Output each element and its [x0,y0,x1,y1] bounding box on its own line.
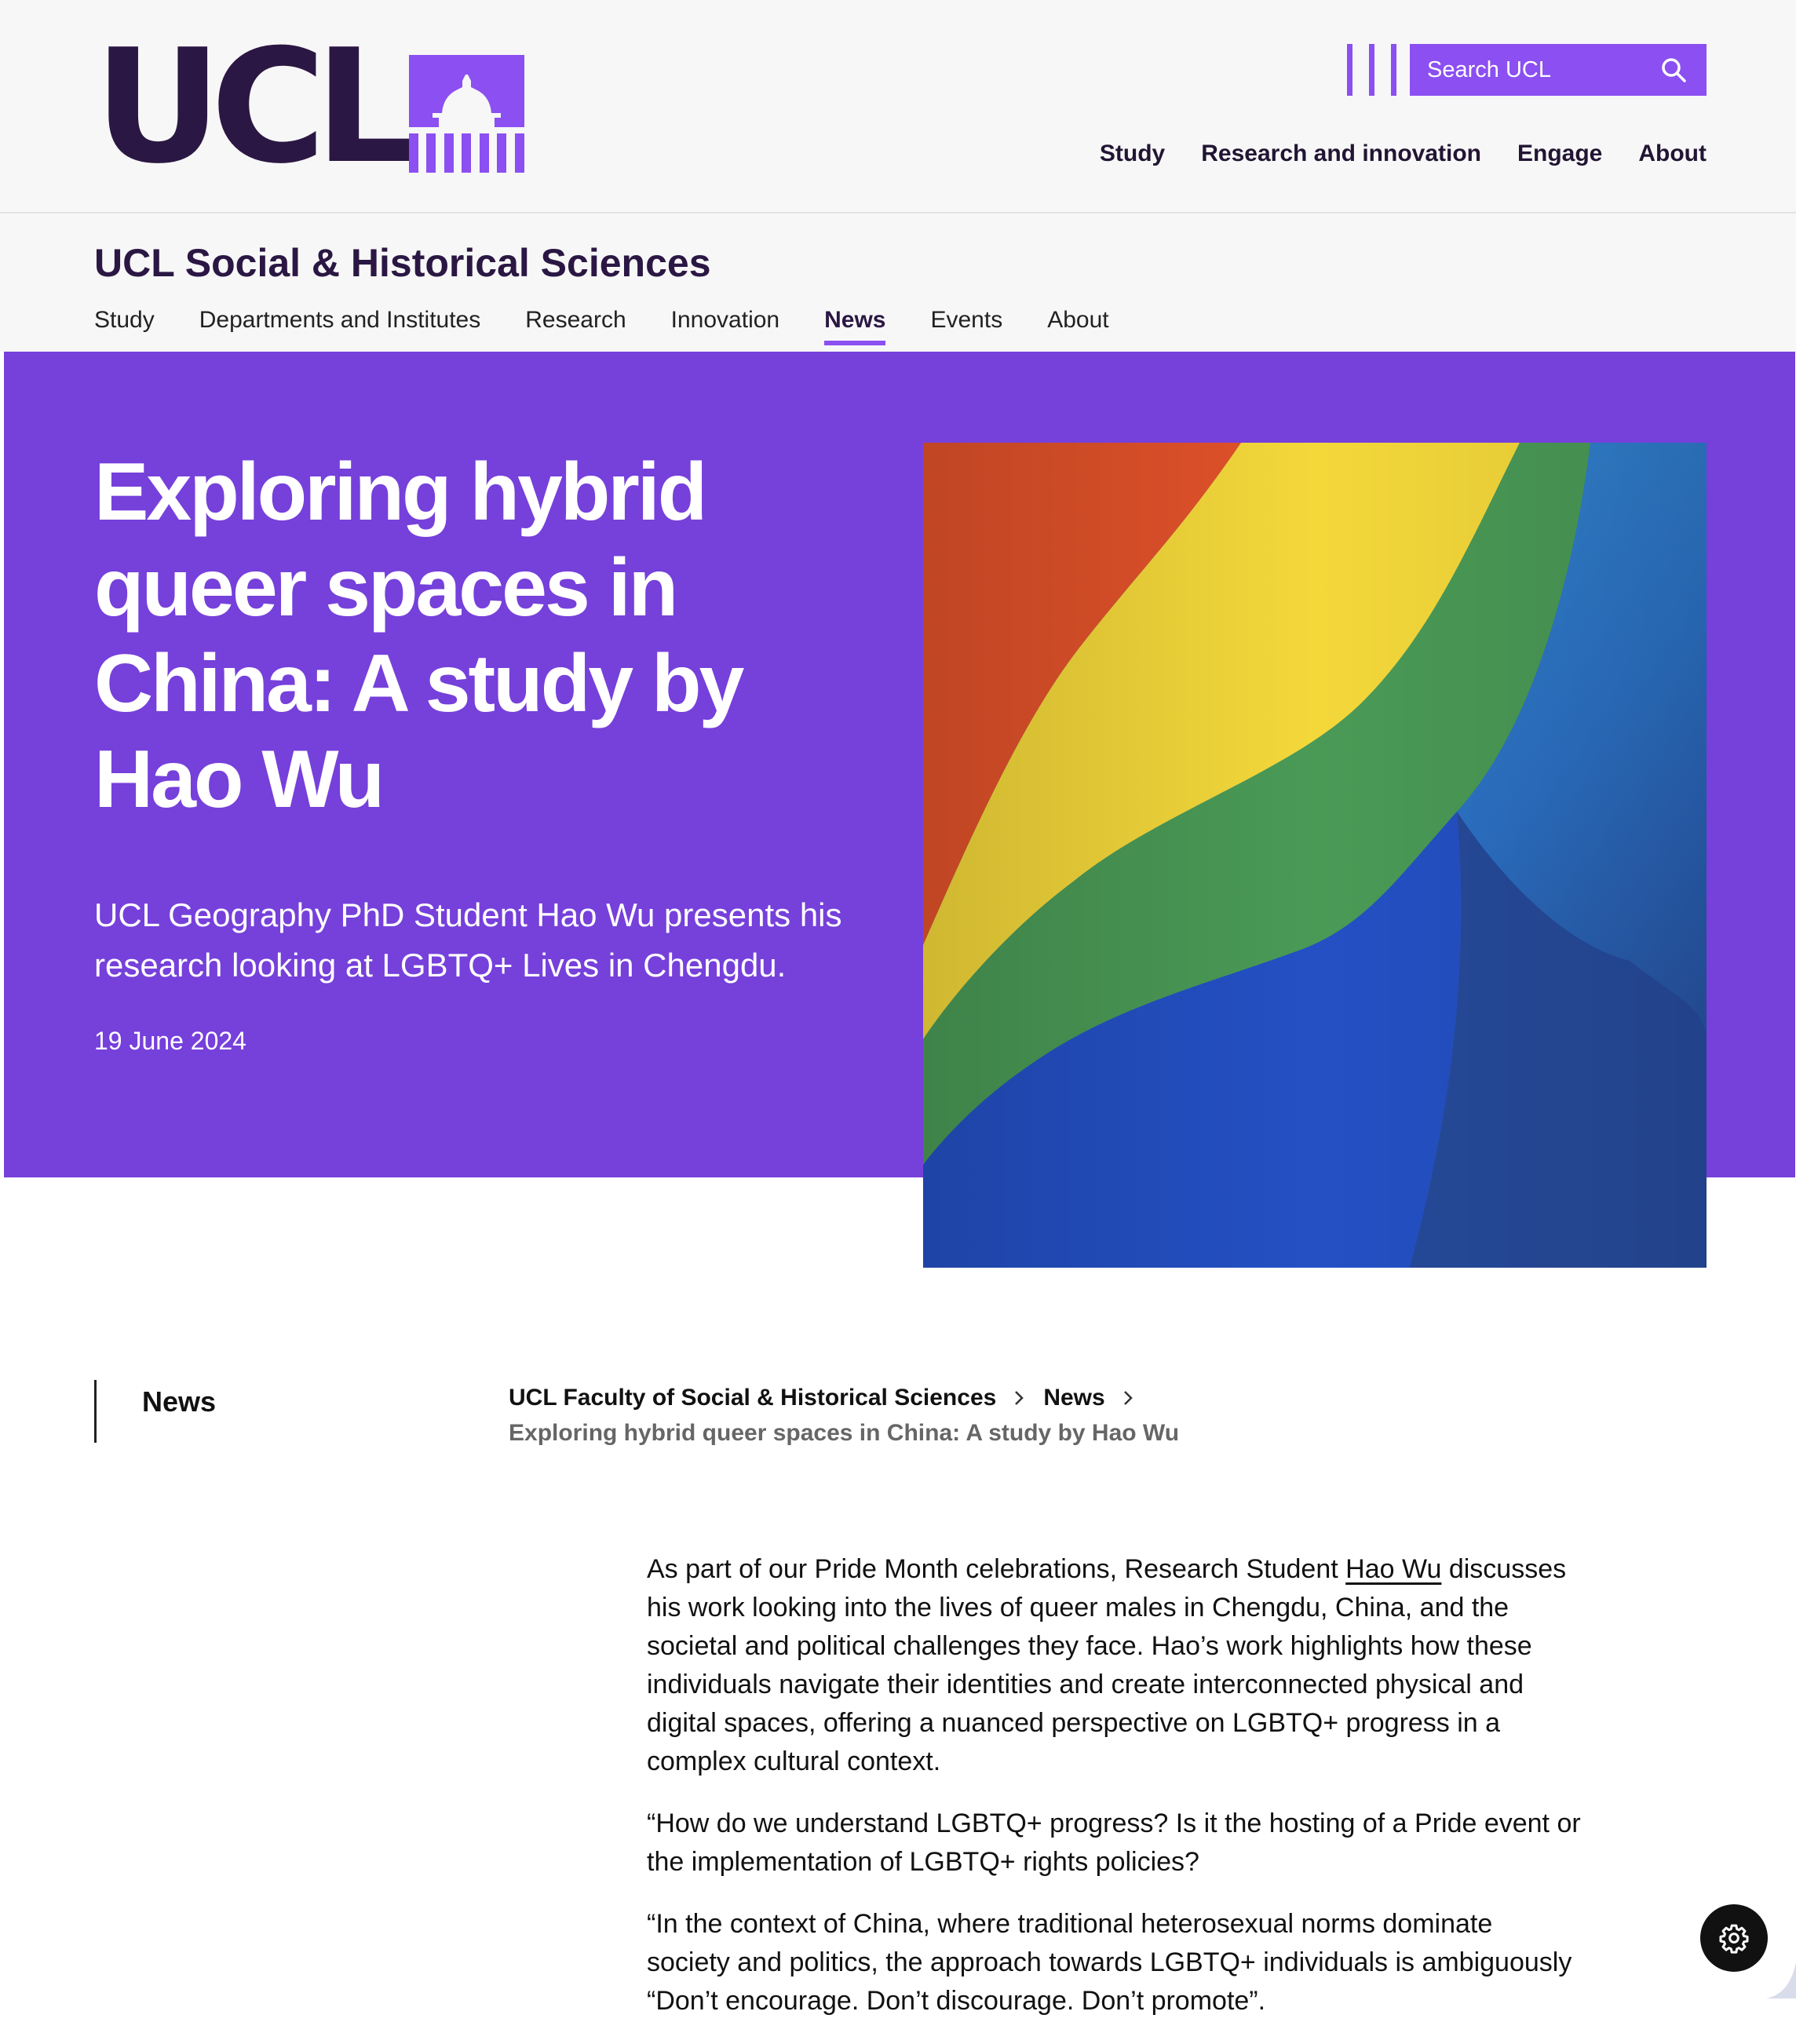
main-nav [1100,135,1707,173]
section-nav-news[interactable]: News [824,305,885,345]
section-header [0,214,1796,352]
ucl-logo[interactable] [94,16,524,199]
hao-wu-profile-link[interactable]: Hao Wu [1345,1554,1442,1584]
breadcrumb-faculty-link[interactable]: UCL Faculty of Social & Historical Sciences [509,1385,997,1411]
breadcrumb-news-link[interactable]: News [1043,1385,1105,1411]
breadcrumb-current-page: Exploring hybrid queer spaces in China: A study by Hao Wu [509,1420,1180,1446]
sidebar-news-label: News [142,1385,217,1418]
section-nav-research[interactable]: Research [525,307,626,333]
section-nav-events[interactable]: Events [930,307,1003,333]
cookie-settings-button[interactable] [1700,1904,1768,1972]
article-paragraph: “In the context of China, where traditional heterosexual norms dominate society and politics, the approach towards LGBTQ+ individuals is ambiguously “Don’t encourage. Don’t discourage. Don’t promote”. [647,1909,1572,2016]
section-nav-about[interactable]: About [1047,307,1109,333]
article-date: 19 June 2024 [94,1027,246,1055]
search-decoration [1347,44,1404,96]
window-corner [1766,1962,1796,1998]
chevron-right-icon [1115,1380,1143,1416]
section-nav [94,305,1109,345]
section-nav-study[interactable]: Study [94,307,155,333]
article-standfirst: UCL Geography PhD Student Hao Wu presents his research looking at LGBTQ+ Lives in Chengdu. [94,896,842,984]
breadcrumb [509,1380,1372,1451]
article-paragraph: “How do we understand LGBTQ+ progress? Is it the hosting of a Pride event or the implementation of LGBTQ+ rights policies? [647,1809,1581,1877]
article-paragraph [647,1550,1581,1781]
article-title: Exploring hybrid queer spaces in China: A study by Hao Wu [94,447,743,825]
paragraph-text: As part of our Pride Month celebrations, Research Student [647,1554,1346,1584]
section-nav-innovation[interactable]: Innovation [670,307,780,333]
main-nav-engage[interactable]: Engage [1517,141,1603,166]
main-nav-study[interactable]: Study [1099,141,1166,166]
article-body [647,1550,1581,2044]
logo-wordmark: UCL [94,16,404,199]
main-nav-research-and-innovation[interactable]: Research and innovation [1201,141,1481,166]
search-icon[interactable] [1659,56,1688,84]
sidebar-section-label [94,1380,216,1443]
search-input[interactable] [1410,44,1707,96]
search-placeholder: Search UCL [1427,57,1551,82]
main-nav-about[interactable]: About [1638,141,1707,166]
paragraph-text: discusses his work looking into the lives of queer males in Chengdu, China, and the societal and political challenges they face. Hao’s work highlights how these individuals navigate their identities and create interconnected physical and digital spaces, offering a nuanced perspective on LGBTQ+ progress in a complex cultural context. [647,1554,1567,1776]
gear-icon [1718,1922,1750,1954]
site-header [0,0,1796,214]
chevron-right-icon [1006,1380,1034,1416]
section-title[interactable]: UCL Social & Historical Sciences [94,241,711,285]
hero-image [923,443,1707,1268]
portico-icon [409,55,524,173]
rainbow-flag-image [923,443,1707,1268]
section-nav-departments[interactable]: Departments and Institutes [199,307,481,333]
